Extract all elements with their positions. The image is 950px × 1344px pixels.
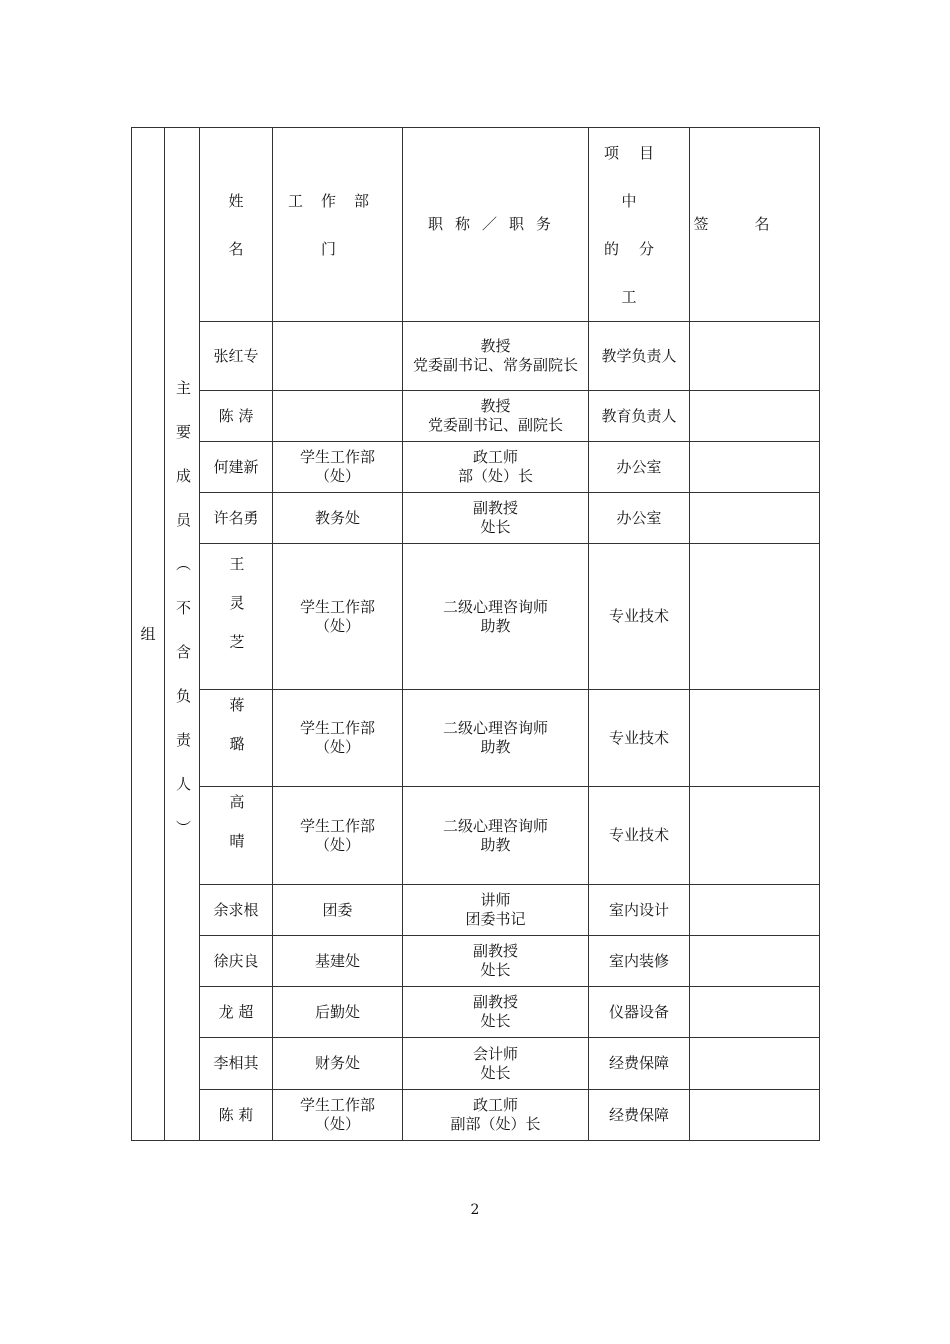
- role-cell: 经费保障: [589, 1038, 690, 1090]
- role-cell: 专业技术: [589, 544, 690, 690]
- name-cell: 张红专: [200, 322, 273, 391]
- dept-cell: 学生工作部 （处）: [273, 544, 403, 690]
- title-cell: 副教授 处长: [403, 493, 589, 544]
- role-cell: 专业技术: [589, 787, 690, 885]
- name-vertical: 王灵芝: [227, 555, 246, 673]
- header-role-line2: 中: [621, 191, 657, 210]
- name-cell: 许名勇: [200, 493, 273, 544]
- name-cell: 余求根: [200, 885, 273, 936]
- dept-cell: 学生工作部 （处）: [273, 690, 403, 787]
- section-label-wrap: [165, 380, 200, 900]
- table-row: [132, 885, 820, 936]
- name-cell: 陈 莉: [200, 1090, 273, 1141]
- table-row: [132, 322, 820, 391]
- name-vertical: 高晴: [227, 794, 246, 872]
- role-cell: 教学负责人: [589, 322, 690, 391]
- header-name-line2: 名: [228, 239, 244, 258]
- dept-cell: 基建处: [273, 936, 403, 987]
- name-cell: 徐庆良: [200, 936, 273, 987]
- header-dept-cell: [273, 128, 403, 322]
- sign-cell[interactable]: [690, 885, 820, 936]
- header-title-cell: [403, 128, 589, 322]
- sign-cell[interactable]: [690, 493, 820, 544]
- role-cell: 经费保障: [589, 1090, 690, 1141]
- name-cell: [200, 690, 273, 787]
- name-cell: 李相其: [200, 1038, 273, 1090]
- title-cell: 副教授 处长: [403, 936, 589, 987]
- table-row: [132, 987, 820, 1038]
- header-role-cell: [589, 128, 690, 322]
- header-dept-line2: 门: [320, 239, 354, 258]
- header-sign: 签名: [693, 215, 816, 233]
- dept-cell: 团委: [273, 885, 403, 936]
- table-row: [132, 442, 820, 493]
- title-cell: 教授 党委副书记、副院长: [403, 391, 589, 442]
- title-cell: 教授 党委副书记、常务副院长: [403, 322, 589, 391]
- table-row: [132, 1090, 820, 1141]
- title-cell: 讲师 团委书记: [403, 885, 589, 936]
- member-table: [131, 127, 820, 1141]
- header-name-cell: [200, 128, 273, 322]
- name-cell: [200, 544, 273, 690]
- role-cell: 仪器设备: [589, 987, 690, 1038]
- title-cell: 政工师 副部（处）长: [403, 1090, 589, 1141]
- sign-cell[interactable]: [690, 442, 820, 493]
- name-cell: 龙 超: [200, 987, 273, 1038]
- role-cell: 办公室: [589, 442, 690, 493]
- group-label: 组: [140, 624, 156, 643]
- title-cell: 二级心理咨询师 助教: [403, 787, 589, 885]
- dept-cell: 后勤处: [273, 987, 403, 1038]
- table-row: [132, 787, 820, 885]
- page-number: 2: [470, 1202, 480, 1218]
- header-role-line1: 项目: [603, 143, 674, 162]
- header-name-line1: 姓: [228, 191, 244, 210]
- title-cell: 二级心理咨询师 助教: [403, 690, 589, 787]
- role-cell: 室内装修: [589, 936, 690, 987]
- dept-cell: 学生工作部 （处）: [273, 442, 403, 493]
- name-cell: 何建新: [200, 442, 273, 493]
- sign-cell[interactable]: [690, 1090, 820, 1141]
- title-cell: 会计师 处长: [403, 1038, 589, 1090]
- sign-cell[interactable]: [690, 787, 820, 885]
- header-dept-line1: 工作部: [287, 191, 387, 210]
- table-row: [132, 493, 820, 544]
- header-title: 职称／职务: [427, 215, 563, 233]
- title-cell: 副教授 处长: [403, 987, 589, 1038]
- dept-cell: 财务处: [273, 1038, 403, 1090]
- role-cell: 专业技术: [589, 690, 690, 787]
- table-row: [132, 391, 820, 442]
- table-row: [132, 936, 820, 987]
- name-vertical: 蒋璐: [227, 696, 246, 775]
- table-row: [132, 690, 820, 787]
- header-role-line4: 工: [621, 287, 657, 306]
- name-cell: 陈 涛: [200, 391, 273, 442]
- title-cell: 政工师 部（处）长: [403, 442, 589, 493]
- sign-cell[interactable]: [690, 936, 820, 987]
- role-cell: 教育负责人: [589, 391, 690, 442]
- sign-cell[interactable]: [690, 1038, 820, 1090]
- sign-cell[interactable]: [690, 544, 820, 690]
- header-sign-cell: [690, 128, 820, 322]
- table-row: [132, 1038, 820, 1090]
- table-row: [132, 544, 820, 690]
- header-role-line3: 的分: [603, 239, 674, 258]
- sign-cell[interactable]: [690, 690, 820, 787]
- sign-cell[interactable]: [690, 987, 820, 1038]
- section-label: 主要成员（不含负责人）: [174, 380, 192, 864]
- name-cell: [200, 787, 273, 885]
- title-cell: 二级心理咨询师 助教: [403, 544, 589, 690]
- role-cell: 办公室: [589, 493, 690, 544]
- sign-cell[interactable]: [690, 322, 820, 391]
- dept-cell: [273, 322, 403, 391]
- group-label-cell: [132, 128, 165, 1141]
- dept-cell: 学生工作部 （处）: [273, 1090, 403, 1141]
- dept-cell: 学生工作部 （处）: [273, 787, 403, 885]
- dept-cell: 教务处: [273, 493, 403, 544]
- role-cell: 室内设计: [589, 885, 690, 936]
- dept-cell: [273, 391, 403, 442]
- sign-cell[interactable]: [690, 391, 820, 442]
